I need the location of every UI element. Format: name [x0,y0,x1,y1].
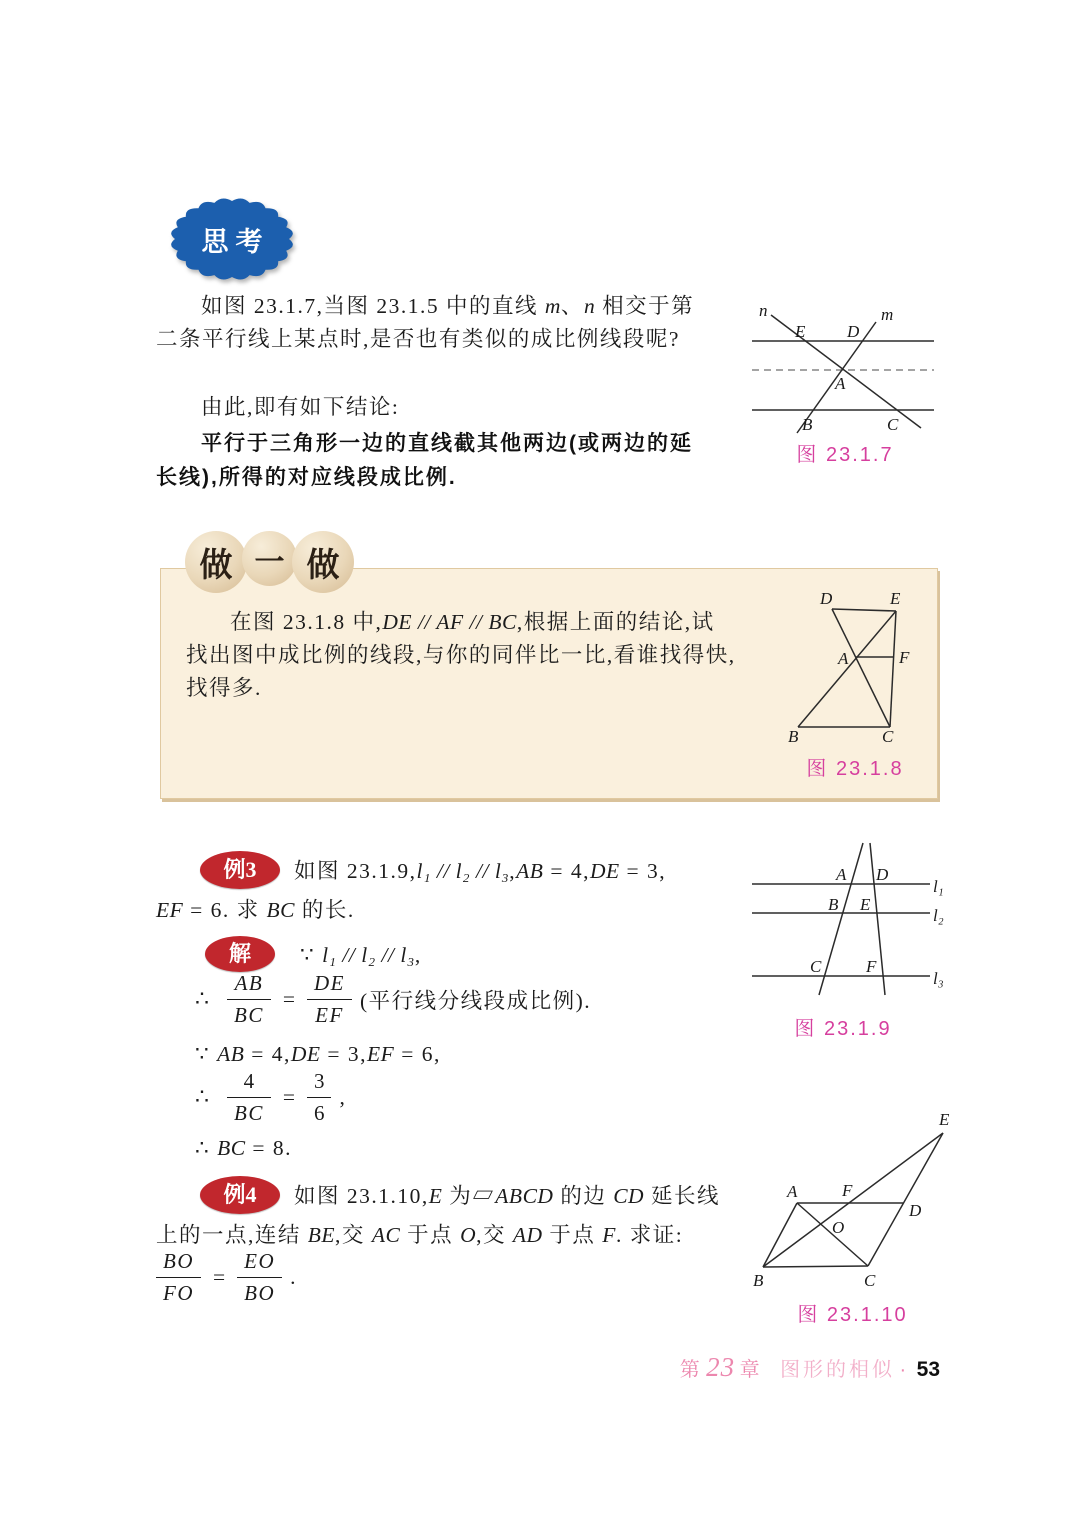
fraction-AB-BC [227,971,271,1026]
label-A: A [836,865,847,884]
fraction-denominator: BC [234,1002,264,1027]
label-F: F [899,648,910,667]
footer-dot: · [899,1359,907,1381]
label-l2: l₂ [933,906,944,925]
period: . [290,1264,296,1289]
segment-CDE [868,1133,943,1266]
fraction-numerator: 3 [307,1069,332,1097]
fraction-denominator: FO [163,1280,194,1305]
label-B: B [753,1271,764,1290]
equals-sign: = [213,1264,226,1289]
segment-DE [832,609,896,611]
do-badge-2: 一 [242,531,297,586]
example-3-line-3: ∵ AB = 4,DE = 3,EF = 6, [195,1042,441,1066]
label-D: D [909,1201,922,1220]
example-3-line-4: ∴ BC = 8. [195,1136,293,1160]
label-C: C [882,727,894,746]
think-badge [166,192,298,286]
segment-DC [832,609,890,727]
label-C: C [864,1271,876,1290]
footer-chapter-number: 23 [706,1352,736,1382]
do-badge-1: 做 [185,531,247,593]
solve-fraction-line-2 [195,1066,345,1128]
equals-sign: = [282,1084,295,1109]
figure-23-1-8-caption: 图 23.1.8 [806,758,904,780]
example-3-badge: 例3 [200,851,280,889]
label-m: m [881,305,894,324]
fraction-numerator: DE [307,971,352,999]
think-badge-label: 思考 [201,226,270,257]
therefore-symbol: ∴ [195,986,209,1011]
fraction-denominator: 6 [313,1100,325,1125]
solve-fraction-line-1 [195,968,591,1030]
fraction-numerator: EO [237,1249,282,1277]
fraction-numerator: BO [156,1249,201,1277]
fraction-denominator: BO [244,1280,276,1305]
label-D: D [820,589,833,608]
comma: , [339,1084,345,1109]
figure-23-1-9 [748,840,948,1005]
footer-chapter-title: 图形的相似 [780,1359,896,1381]
label-C: C [810,957,822,976]
footer-chapter-suffix: 章 [739,1359,762,1381]
fraction-DE-EF [307,971,352,1026]
transversal-n [771,315,921,428]
label-n: n [759,301,768,320]
do-it-line-3: 找得多. [186,676,262,700]
do-it-line-1: 在图 23.1.8 中,DE // AF // BC,根据上面的结论,试 [230,610,715,634]
footer-page-number: 53 [916,1358,940,1381]
label-D: D [847,322,860,341]
conclusion-line-1: 平行于三角形一边的直线截其他两边(或两边的延 [201,432,693,455]
fraction-3-6 [307,1069,332,1124]
equals-sign: = [282,986,295,1011]
solve-badge: 解 [205,936,275,972]
figure-23-1-7-caption: 图 23.1.7 [796,444,894,466]
label-E: E [939,1110,950,1129]
figure-23-1-8 [780,588,930,748]
intro-line-1: 如图 23.1.7,当图 23.1.5 中的直线 m、n 相交于第 [201,294,695,318]
example-4-line-2: 上的一点,连结 BE,交 AC 于点 O,交 AD 于点 F. 求证: [156,1223,684,1247]
label-O: O [832,1218,845,1237]
do-it-line-2: 找出图中成比例的线段,与你的同伴比一比,看谁找得快, [186,643,736,667]
conclusion-line-2: 长线),所得的对应线段成比例. [156,466,457,489]
fraction-EO-BO [237,1249,282,1304]
fraction-4-BC [227,1069,271,1124]
label-A: A [835,374,846,393]
figure-23-1-10 [745,1108,965,1293]
example-4-line-1: 如图 23.1.10,E 为▱ABCD 的边 CD 延长线 [294,1184,720,1208]
label-B: B [828,895,839,914]
fraction-denominator: BC [234,1100,264,1125]
fraction-numerator: 4 [227,1069,271,1097]
therefore-symbol: ∴ [195,1084,209,1109]
label-D: D [876,865,889,884]
fraction-note: (平行线分线段成比例). [359,988,592,1013]
fraction-numerator: AB [227,971,271,999]
solve-line-1: ∵ l₁ // l₂ // l₃, [300,943,422,967]
label-A: A [787,1182,798,1201]
figure-23-1-9-caption: 图 23.1.9 [794,1018,892,1040]
example-4-badge: 例4 [200,1176,280,1214]
label-F: F [866,957,877,976]
label-E: E [890,589,901,608]
label-l3: l₃ [933,969,944,988]
figure-23-1-10-caption: 图 23.1.10 [797,1304,908,1326]
label-B: B [788,727,799,746]
segment-EC [890,611,896,727]
label-E: E [795,322,806,341]
footer-chapter-prefix: 第 [679,1359,702,1381]
page-footer [560,1352,940,1383]
fraction-denominator: EF [315,1002,344,1027]
intro-line-2: 二条平行线上某点时,是否也有类似的成比例线段呢? [156,327,680,351]
figure-23-1-7 [745,296,945,436]
label-A: A [838,649,849,668]
label-l1: l₁ [933,877,944,896]
label-E: E [860,895,871,914]
label-B: B [802,415,813,434]
segment-AB [763,1203,797,1267]
label-C: C [887,415,899,434]
label-F: F [842,1181,853,1200]
intro-line-3: 由此,即有如下结论: [201,395,400,419]
segment-BC [763,1266,868,1267]
do-badge-3: 做 [292,531,354,593]
example-4-fraction-line [156,1246,296,1308]
example-3-line-1: 如图 23.1.9,l₁ // l₂ // l₃,AB = 4,DE = 3, [294,859,667,883]
example-3-line-2: EF = 6. 求 BC 的长. [156,898,355,922]
fraction-BO-FO [156,1249,201,1304]
